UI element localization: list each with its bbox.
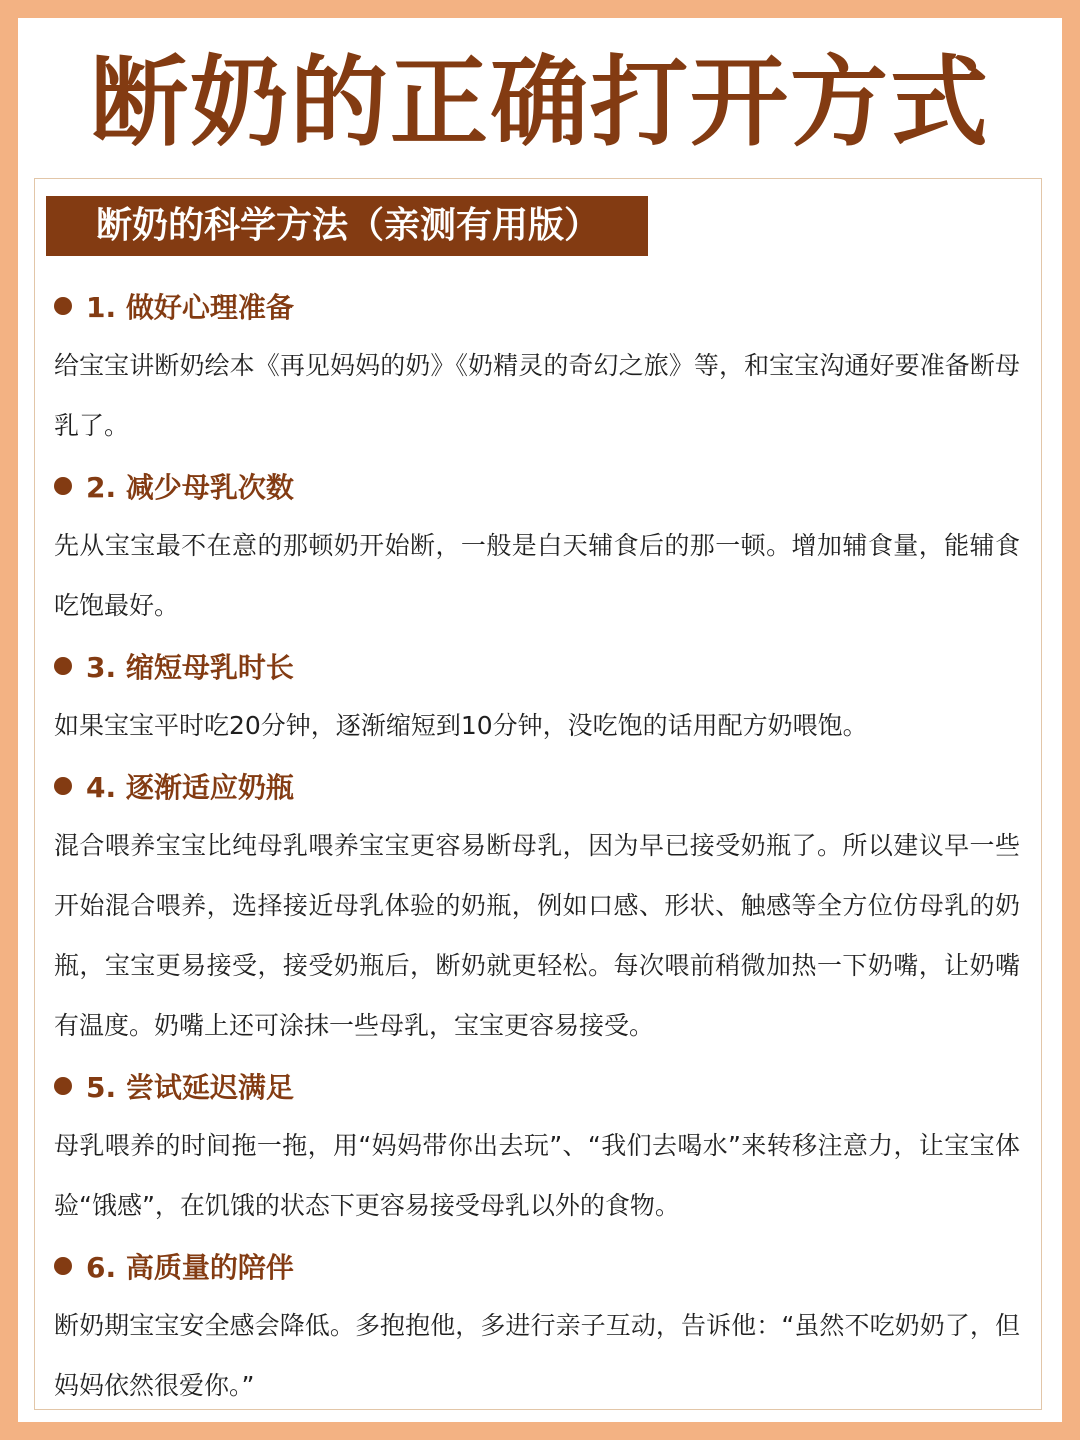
section-title: 5. 尝试延迟满足 bbox=[86, 1071, 294, 1104]
section-title: 3. 缩短母乳时长 bbox=[86, 651, 294, 684]
section-text: 如果宝宝平时吃20分钟，逐渐缩短到10分钟，没吃饱的话用配方奶喂饱。 bbox=[54, 711, 868, 740]
section-heading-5 bbox=[54, 1056, 1020, 1116]
section-text: 先从宝宝最不在意的那顿奶开始断，一般是白天辅食后的那一顿。增加辅食量，能辅食吃饱最好。 bbox=[54, 531, 1020, 620]
section-heading-1 bbox=[54, 276, 1020, 336]
section-heading-4 bbox=[54, 756, 1020, 816]
section-text: 给宝宝讲断奶绘本《再见妈妈的奶》《奶精灵的奇幻之旅》等，和宝宝沟通好要准备断母乳了。 bbox=[54, 351, 1020, 440]
bullet-icon bbox=[54, 477, 72, 495]
section-title: 2. 减少母乳次数 bbox=[86, 471, 294, 504]
section-text: 混合喂养宝宝比纯母乳喂养宝宝更容易断母乳，因为早已接受奶瓶了。所以建议早一些开始混合喂养，选择接近母乳体验的奶瓶，例如口感、形状、触感等全方位仿母乳的奶瓶，宝宝更易接受，接受奶瓶后，断奶就更轻松。每次喂前稍微加热一下奶嘴，让奶嘴有温度。奶嘴上还可涂抹一些母乳，宝宝更容易接受。 bbox=[54, 831, 1020, 1040]
section-title: 6. 高质量的陪伴 bbox=[86, 1251, 294, 1284]
bullet-icon bbox=[54, 777, 72, 795]
bullet-icon bbox=[54, 657, 72, 675]
section-heading-3 bbox=[54, 636, 1020, 696]
section-heading-2 bbox=[54, 456, 1020, 516]
section-heading-6 bbox=[54, 1236, 1020, 1296]
bullet-icon bbox=[54, 1257, 72, 1275]
section-text: 断奶期宝宝安全感会降低。多抱抱他，多进行亲子互动，告诉他：“虽然不吃奶奶了，但妈妈依然很爱你。” bbox=[54, 1311, 1020, 1400]
page-title: 断奶的正确打开方式 bbox=[89, 46, 990, 160]
bullet-icon bbox=[54, 1077, 72, 1095]
bullet-icon bbox=[54, 297, 72, 315]
section-title: 1. 做好心理准备 bbox=[86, 291, 294, 324]
section-banner: 断奶的科学方法（亲测有用版） bbox=[46, 196, 648, 256]
section-title: 4. 逐渐适应奶瓶 bbox=[86, 771, 294, 804]
section-text: 母乳喂养的时间拖一拖，用“妈妈带你出去玩”、“我们去喝水”来转移注意力，让宝宝体验“饿感”，在饥饿的状态下更容易接受母乳以外的食物。 bbox=[54, 1131, 1020, 1220]
article-content bbox=[54, 276, 1020, 1416]
